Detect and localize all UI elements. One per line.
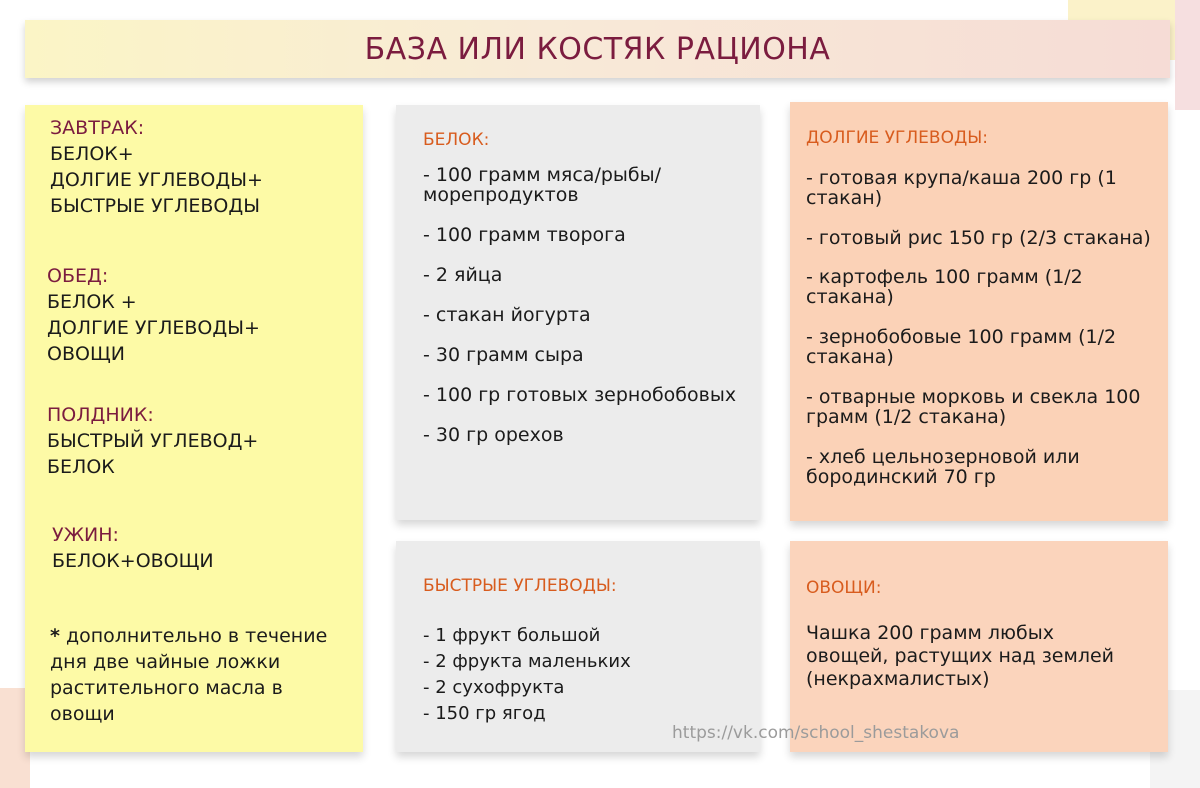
oil-note-text: дополнительно в течение [59,625,328,647]
long-carbs-title: ДОЛГИЕ УГЛЕВОДЫ: [806,128,988,148]
lunch-title: ОБЕД: [47,265,109,287]
lunch-line: ДОЛГИЕ УГЛЕВОДЫ+ [47,317,260,339]
snack-line: БЫСТРЫЙ УГЛЕВОД+ [47,430,259,452]
long-carbs-item: - картофель 100 грамм (1/2 [806,266,1083,288]
protein-card [396,105,760,520]
protein-item: - 100 грамм творога [423,224,626,246]
dinner-title: УЖИН: [52,524,119,546]
protein-item: - стакан йогурта [423,304,591,326]
page-title: БАЗА ИЛИ КОСТЯК РАЦИОНА [364,31,831,67]
oil-note-line: дня две чайные ложки [50,651,281,673]
protein-title: БЕЛОК: [423,130,490,150]
protein-item: - 2 яйца [423,264,503,286]
long-carbs-item: - готовый рис 150 гр (2/3 стакана) [806,227,1151,249]
title-banner [25,20,1170,78]
vegetables-title: ОВОЩИ: [806,578,882,598]
long-carbs-item: - зернобобовые 100 грамм (1/2 [806,326,1117,348]
long-carbs-item: - хлеб цельнозерновой или [806,446,1080,468]
breakfast-line: ДОЛГИЕ УГЛЕВОДЫ+ [50,169,263,191]
lunch-line: БЕЛОК + [47,291,137,313]
snack-line: БЕЛОК [47,456,115,478]
snack-title: ПОЛДНИК: [47,404,154,426]
vegetables-card [790,541,1168,752]
breakfast-line: БЕЛОК+ [50,143,134,165]
fast-carbs-item: - 2 сухофрукта [423,677,565,698]
fast-carbs-item: - 2 фрукта маленьких [423,651,631,672]
fast-carbs-item: - 1 фрукт большой [423,625,601,646]
note-star: * [50,625,60,647]
source-link[interactable]: https://vk.com/school_shestakova [672,723,960,743]
breakfast-title: ЗАВТРАК: [50,117,145,139]
long-carbs-item-cont: стакана) [806,286,894,308]
vegetables-line: овощей, растущих над землей [806,645,1114,667]
fast-carbs-title: БЫСТРЫЕ УГЛЕВОДЫ: [423,576,617,596]
protein-item: - 100 гр готовых зернобобовых [423,384,737,406]
protein-item: - 100 грамм мяса/рыбы/ [423,164,662,186]
vegetables-line: (некрахмалистых) [806,668,990,690]
fast-carbs-item: - 150 гр ягод [423,703,546,724]
long-carbs-card [790,102,1168,521]
fast-carbs-card [396,541,760,752]
oil-note-line: овощи [50,703,115,725]
oil-note-line [50,623,327,649]
protein-item: - 30 гр орехов [423,424,564,446]
decorative-stripe-top-right [1175,0,1200,110]
protein-item-cont: морепродуктов [423,184,579,206]
long-carbs-item-cont: стакана) [806,346,894,368]
long-carbs-item-cont: стакан) [806,187,883,209]
oil-note-line: растительного масла в [50,677,283,699]
long-carbs-item: - готовая крупа/каша 200 гр (1 [806,167,1117,189]
long-carbs-item-cont: бородинский 70 гр [806,466,996,488]
meal-plan-card [25,105,363,752]
long-carbs-item: - отварные морковь и свекла 100 [806,386,1141,408]
long-carbs-item-cont: грамм (1/2 стакана) [806,406,1007,428]
lunch-line: ОВОЩИ [47,343,125,365]
breakfast-line: БЫСТРЫЕ УГЛЕВОДЫ [50,195,260,217]
vegetables-line: Чашка 200 грамм любых [806,622,1055,644]
dinner-line: БЕЛОК+ОВОЩИ [52,550,214,572]
protein-item: - 30 грамм сыра [423,344,584,366]
